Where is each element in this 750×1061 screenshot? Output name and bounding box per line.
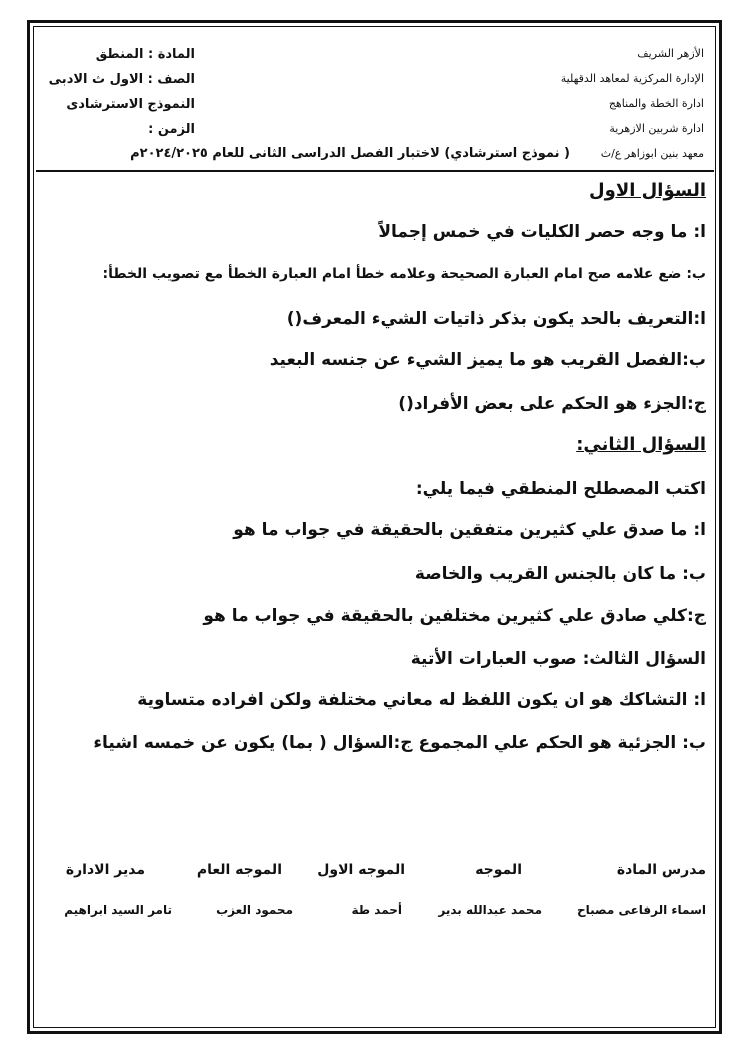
q3-item-a: ا: التشاكك هو ان يكون اللفظ له معاني مختلفة ولكن افراده متساوية bbox=[137, 690, 706, 710]
header-planning-dept: ادارة الخطة والمناهج bbox=[608, 97, 704, 110]
q3-heading: السؤال الثالث: صوب العبارات الأتية bbox=[410, 649, 706, 669]
header-institution: الأزهر الشريف bbox=[637, 47, 704, 60]
q1-item-a: ا:التعريف بالحد يكون بذكر ذاتيات الشيء المعرف() bbox=[286, 309, 706, 329]
sig-name-first-supervisor: أحمد طة bbox=[351, 903, 402, 917]
sig-title-teacher: مدرس المادة bbox=[616, 862, 706, 878]
sig-name-supervisor: محمد عبدالله بدير bbox=[438, 903, 542, 917]
q3-item-b: ب: الجزئية هو الحكم علي المجموع ج:السؤال ( بما) يكون عن خمسه اشياء bbox=[93, 733, 706, 753]
header-school: معهد بنين ابوزاهر ع/ث bbox=[600, 147, 704, 160]
q2-instruction: اكتب المصطلح المنطقي فيما يلي: bbox=[415, 479, 706, 499]
q1-part-a: ا: ما وجه حصر الكليات في خمس إجمالاً bbox=[378, 222, 706, 242]
sig-title-director: مدير الادارة bbox=[65, 862, 145, 878]
q2-item-b: ب: ما كان بالجنس القريب والخاصة bbox=[414, 564, 706, 584]
sig-title-general-supervisor: الموجه العام bbox=[196, 862, 282, 878]
sig-title-supervisor: الموجه bbox=[475, 862, 522, 878]
q1-item-b: ب:الفصل القريب هو ما يميز الشيء عن جنسه البعيد bbox=[269, 350, 706, 370]
header-central-admin: الإدارة المركزية لمعاهد الدقهلية bbox=[560, 72, 704, 85]
header-district-admin: ادارة شربين الازهرية bbox=[609, 122, 704, 135]
q2-heading: السؤال الثاني: bbox=[576, 434, 706, 455]
sig-title-first-supervisor: الموجه الاول bbox=[317, 862, 405, 878]
header-model: النموذج الاسترشادى bbox=[66, 97, 195, 112]
header-time: الزمن : bbox=[148, 122, 195, 137]
header-grade: الصف : الاول ث الادبى bbox=[48, 72, 195, 87]
q2-item-c: ج:كلي صادق علي كثيرين مختلفين بالحقيقة في جواب ما هو bbox=[203, 606, 706, 626]
sig-name-director: تامر السيد ابراهيم bbox=[64, 903, 172, 917]
exam-title: ( نموذج استرشادي) لاختبار الفصل الدراسى الثانى للعام ٢٠٢٤/٢٠٢٥م bbox=[130, 146, 570, 161]
sig-name-general-supervisor: محمود العزب bbox=[216, 903, 293, 917]
header-divider bbox=[36, 170, 714, 172]
q1-item-c: ج:الجزء هو الحكم على بعض الأفراد() bbox=[398, 394, 706, 414]
q1-heading: السؤال الاول bbox=[589, 180, 706, 201]
q1-part-b-instruction: ب: ضع علامه صح امام العبارة الصحيحة وعلامه خطأ امام العبارة الخطأ مع تصويب الخطأ: bbox=[102, 266, 706, 282]
header-subject: المادة : المنطق bbox=[95, 47, 195, 62]
q2-item-a: ا: ما صدق علي كثيرين متفقين بالحقيقة في جواب ما هو bbox=[233, 520, 706, 540]
sig-name-teacher: اسماء الرفاعى مصباح bbox=[576, 903, 706, 917]
